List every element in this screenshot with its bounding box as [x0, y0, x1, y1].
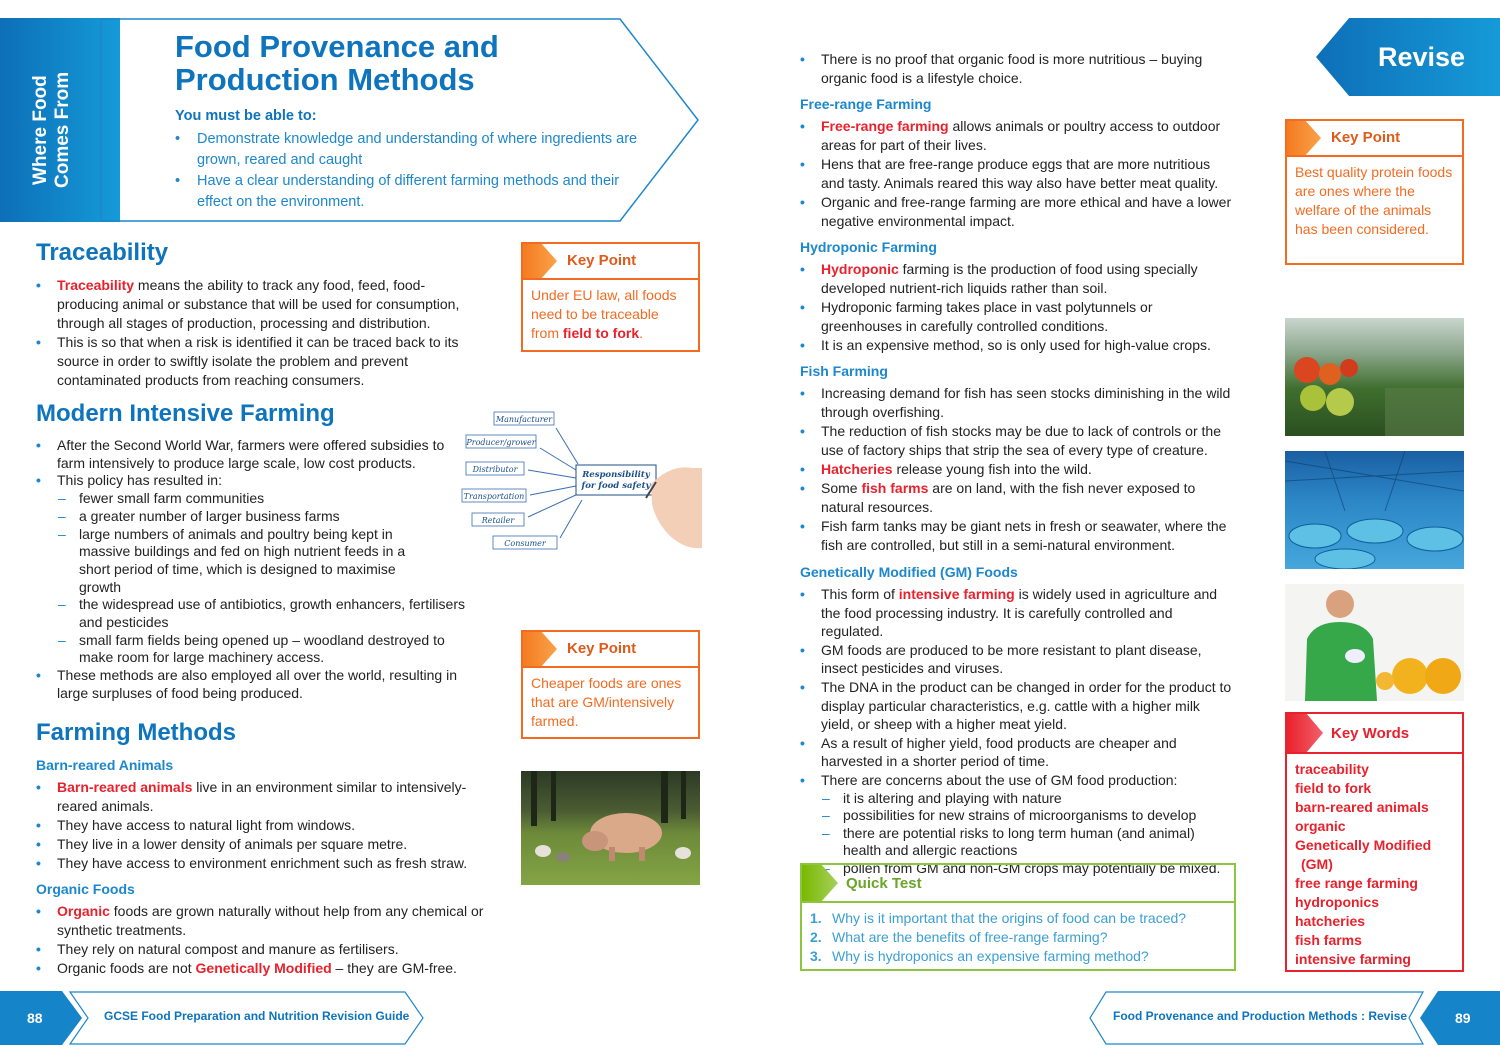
key-point-body: Best quality protein foods are ones where the welfare of the animals has been considered.: [1295, 164, 1453, 237]
key-word: hydroponics: [1295, 894, 1380, 910]
bullet-text: live in an environment similar to intensively-reared animals.: [57, 779, 467, 814]
question-text: Why is it important that the origins of food can be traced?: [832, 910, 1187, 926]
bullet-item: • Hens that are free-range produce eggs that are more nutritious and tasty. Animals reared this way also have better meat quality.: [800, 155, 1236, 193]
quick-test-question: [802, 928, 1234, 947]
page-title: [175, 30, 595, 96]
bullet-text: This form of: [821, 586, 899, 602]
gm-scientist-photo: [1285, 584, 1464, 701]
key-point-title: Key Point: [567, 252, 637, 269]
organic-continued: [800, 50, 1236, 88]
key-point-header: [523, 244, 698, 280]
free-range-text: [800, 117, 1236, 231]
key-word: fish farms: [1295, 932, 1362, 948]
key-term: Barn-reared animals: [57, 779, 193, 795]
question-number: 3.: [810, 948, 822, 964]
dash-item: – the widespread use of antibiotics, growth enhancers, fertilisers and pesticides: [36, 596, 476, 631]
learning-objectives-label: You must be able to:: [175, 108, 317, 124]
bullet-text: foods are grown naturally without help from any chemical or synthetic treatments.: [57, 903, 484, 938]
key-word: free range farming: [1295, 875, 1418, 891]
bullet-item: • Organic and free-range farming are more ethical and have a lower negative environmental impact.: [800, 193, 1236, 231]
key-term: intensive farming: [898, 586, 1015, 602]
diagram-node-manufacturer: Manufacturer: [495, 415, 553, 424]
pig-chickens-photo: [521, 771, 700, 885]
question-text: What are the benefits of free-range farming?: [832, 929, 1108, 945]
bullet-text: means the ability to track any food, feed, food-producing animal or substance that will be used for consumption, through all stages of production, processing and distribution.: [57, 277, 460, 331]
diagram-node-distributor: Distributor: [472, 465, 518, 474]
quick-test-header: [802, 865, 1234, 903]
diagram-centre-label-1: Responsibility: [582, 470, 650, 480]
arrow-flag-icon: [1287, 714, 1323, 752]
bullet-text: release young fish into the wild.: [892, 461, 1092, 477]
arrow-flag-icon: [523, 632, 557, 666]
footer-book-title: GCSE Food Preparation and Nutrition Revision Guide: [104, 1009, 410, 1023]
key-point-term: field to fork: [562, 325, 640, 341]
bullet-item: [36, 276, 476, 333]
key-term: Genetically Modified: [195, 960, 332, 976]
bullet-item: • There are concerns about the use of GM food production:: [800, 771, 1236, 790]
bullet-item: [800, 585, 1236, 641]
dash-item: – possibilities for new strains of microorganisms to develop: [800, 807, 1236, 825]
fish-farming-text: [800, 384, 1236, 555]
arrow-flag-icon: [802, 865, 838, 901]
key-term: fish farms: [861, 480, 929, 496]
quick-test-question: [802, 947, 1234, 966]
traceability-heading: Traceability: [36, 239, 169, 266]
dash-item: – pollen from GM and non-GM crops may potentially be mixed.: [800, 860, 1236, 878]
bullet-item: • GM foods are produced to be more resistant to plant disease, insect pesticides and viruses.: [800, 641, 1236, 678]
diagram-node-consumer: Consumer: [504, 539, 546, 548]
learning-objective: • Have a clear understanding of different farming methods and their effect on the environment.: [175, 171, 645, 213]
side-tab-line2: Comes From: [52, 71, 73, 189]
key-word: (GM): [1301, 856, 1333, 872]
diagram-node-retailer: Retailer: [481, 516, 515, 525]
food-safety-diagram: [456, 404, 702, 554]
key-word: intensive farming: [1295, 951, 1411, 967]
page-number-right: 89: [1455, 1010, 1471, 1026]
arrow-flag-icon: [523, 244, 557, 278]
key-term: Hydroponic: [821, 261, 899, 277]
bullet-item: • This is so that when a risk is identified it can be traced back to its source in order to swiftly isolate the problem and prevent contaminated products from reaching consumers.: [36, 333, 476, 390]
organic-text: [36, 902, 486, 978]
arrow-flag-icon: [1287, 121, 1321, 155]
farming-methods-heading: Farming Methods: [36, 719, 237, 746]
bullet-item: • They live in a lower density of animals per square metre.: [36, 835, 486, 854]
key-point-box: [1285, 119, 1464, 265]
page-title-line2: Production Methods: [175, 62, 475, 97]
scientist-icon: [1285, 584, 1464, 701]
bullet-item: • This policy has resulted in:: [36, 472, 476, 490]
revise-label: Revise: [1378, 42, 1466, 72]
bullet-item: [800, 460, 1236, 479]
key-word: Genetically Modified: [1295, 837, 1432, 853]
bullet-item: • Hydroponic farming takes place in vast polytunnels or greenhouses in carefully controlled conditions.: [800, 298, 1236, 336]
bullet-item: [800, 117, 1236, 155]
key-point-text: .: [639, 325, 644, 341]
hydroponic-tomatoes-photo: [1285, 318, 1464, 436]
bullet-item: [800, 260, 1236, 298]
key-term: Organic: [57, 903, 110, 919]
side-tab-line1: Where Food: [30, 75, 51, 185]
key-point-title: Key Point: [1331, 129, 1401, 146]
diagram-centre-label-2: for food safety: [581, 481, 651, 491]
bullet-text: Some: [821, 480, 862, 496]
dash-item: – large numbers of animals and poultry being kept in massive buildings and fed on high nutrient feeds in a short period of time, which is designed to maximise growth: [36, 526, 476, 597]
footer-chapter-title: Food Provenance and Production Methods : Revise: [1113, 1009, 1408, 1023]
bullet-item: • The reduction of fish stocks may be due to lack of controls or the use of factory ships that strip the sea of every type of creature.: [800, 422, 1236, 460]
quick-test-question: [802, 909, 1234, 928]
free-range-heading: Free-range Farming: [800, 96, 932, 112]
bullet-text: farming is the production of food using specially developed nutrient-rich liquids rather than soil.: [821, 261, 1198, 296]
bullet-text: allows animals or poultry access to outdoor areas for part of their lives.: [821, 118, 1221, 153]
gm-foods-heading: Genetically Modified (GM) Foods: [800, 564, 1018, 580]
question-text: Why is hydroponics an expensive farming method?: [832, 948, 1149, 964]
page-number-left: 88: [27, 1010, 43, 1026]
traceability-text: [36, 276, 476, 390]
key-point-header: [1287, 121, 1462, 157]
key-term: Free-range farming: [821, 118, 949, 134]
dash-item: – fewer small farm communities: [36, 490, 476, 508]
barn-reared-heading: Barn-reared Animals: [36, 757, 174, 773]
quick-test-title: Quick Test: [846, 875, 922, 892]
hydroponic-heading: Hydroponic Farming: [800, 239, 937, 255]
key-point-title: Key Point: [567, 640, 637, 657]
key-words-header: [1287, 714, 1462, 754]
bullet-item: • The DNA in the product can be changed in order for the product to display particular characteristics, e.g. cattle with a higher milk yield, or sheep with a higher meat yield.: [800, 678, 1236, 734]
quick-test-box: [800, 863, 1236, 971]
key-point-header: [523, 632, 698, 668]
bullet-item: [800, 479, 1236, 517]
bullet-item: • After the Second World War, farmers were offered subsidies to farm intensively to produce large scale, low cost products.: [36, 437, 476, 472]
key-word: hatcheries: [1295, 913, 1366, 929]
bullet-item: • Increasing demand for fish has seen stocks diminishing in the wild through overfishing.: [800, 384, 1236, 422]
dash-item: – there are potential risks to long term human (and animal) health and allergic reactions: [800, 825, 1236, 860]
bullet-item: • They have access to natural light from windows.: [36, 816, 486, 835]
question-number: 2.: [810, 929, 822, 945]
hydroponic-text: [800, 260, 1236, 355]
organic-heading: Organic Foods: [36, 881, 135, 897]
gm-foods-text: [800, 585, 1236, 877]
pig-icon: [521, 771, 700, 885]
key-words-box: [1285, 712, 1464, 972]
bullet-item: • They rely on natural compost and manure as fertilisers.: [36, 940, 486, 959]
diagram-node-producer: Producer/grower: [466, 438, 536, 447]
key-point-text: Under EU law, all foods need to be traceable from: [531, 287, 677, 341]
dash-item: – a greater number of larger business farms: [36, 508, 476, 526]
tomato-icon: [1285, 318, 1464, 436]
quick-test-list: [802, 903, 1234, 966]
bullet-item: • As a result of higher yield, food products are cheaper and harvested in a shorter period of time.: [800, 734, 1236, 771]
key-point-body: [523, 280, 698, 349]
chapter-side-tab-label: [30, 50, 80, 210]
bullet-text: is widely used in agriculture and the food processing industry. It is carefully controlled and regulated.: [821, 586, 1218, 640]
barn-reared-text: [36, 778, 486, 873]
bullet-item: [36, 902, 486, 940]
key-word: organic: [1295, 818, 1346, 834]
key-words-title: Key Words: [1331, 725, 1410, 742]
bullet-item: • There is no proof that organic food is more nutritious – buying organic food is a lifestyle choice.: [800, 50, 1236, 88]
key-word: traceability: [1295, 761, 1369, 777]
modern-farming-text: [36, 437, 476, 703]
bullet-text: – they are GM-free.: [331, 960, 457, 976]
key-point-body: Cheaper foods are ones that are GM/intensively farmed.: [531, 675, 682, 729]
bullet-item: [36, 778, 486, 816]
key-words-list: [1287, 754, 1462, 969]
bullet-text: are on land, with the fish never exposed to natural resources.: [821, 480, 1196, 515]
bullet-item: • These methods are also employed all over the world, resulting in large surpluses of food being produced.: [36, 667, 476, 702]
key-point-box: [521, 630, 700, 739]
dash-item: – it is altering and playing with nature: [800, 790, 1236, 808]
page-title-line1: Food Provenance and: [175, 29, 499, 64]
key-term: Traceability: [57, 277, 135, 293]
fish-farm-tanks-photo: [1285, 451, 1464, 569]
bullet-item: [36, 959, 486, 978]
bullet-text: Organic foods are not: [57, 960, 196, 976]
diagram-node-transportation: Transportation: [463, 492, 525, 501]
dash-item: – small farm fields being opened up – woodland destroyed to make room for large machinery access.: [36, 632, 476, 667]
key-word: barn-reared animals: [1295, 799, 1429, 815]
modern-farming-heading: Modern Intensive Farming: [36, 400, 335, 427]
bullet-item: • It is an expensive method, so is only used for high-value crops.: [800, 336, 1236, 355]
fish-farming-heading: Fish Farming: [800, 363, 888, 379]
fish-tank-icon: [1285, 451, 1464, 569]
key-point-box: [521, 242, 700, 352]
key-term: Hatcheries: [821, 461, 893, 477]
key-word: field to fork: [1295, 780, 1372, 796]
bullet-item: • Fish farm tanks may be giant nets in fresh or seawater, where the fish are controlled, but still in a semi-natural environment.: [800, 517, 1236, 555]
question-number: 1.: [810, 910, 822, 926]
learning-objective: • Demonstrate knowledge and understanding of where ingredients are grown, reared and caught: [175, 129, 645, 171]
bullet-item: • They have access to environment enrichment such as fresh straw.: [36, 854, 486, 873]
